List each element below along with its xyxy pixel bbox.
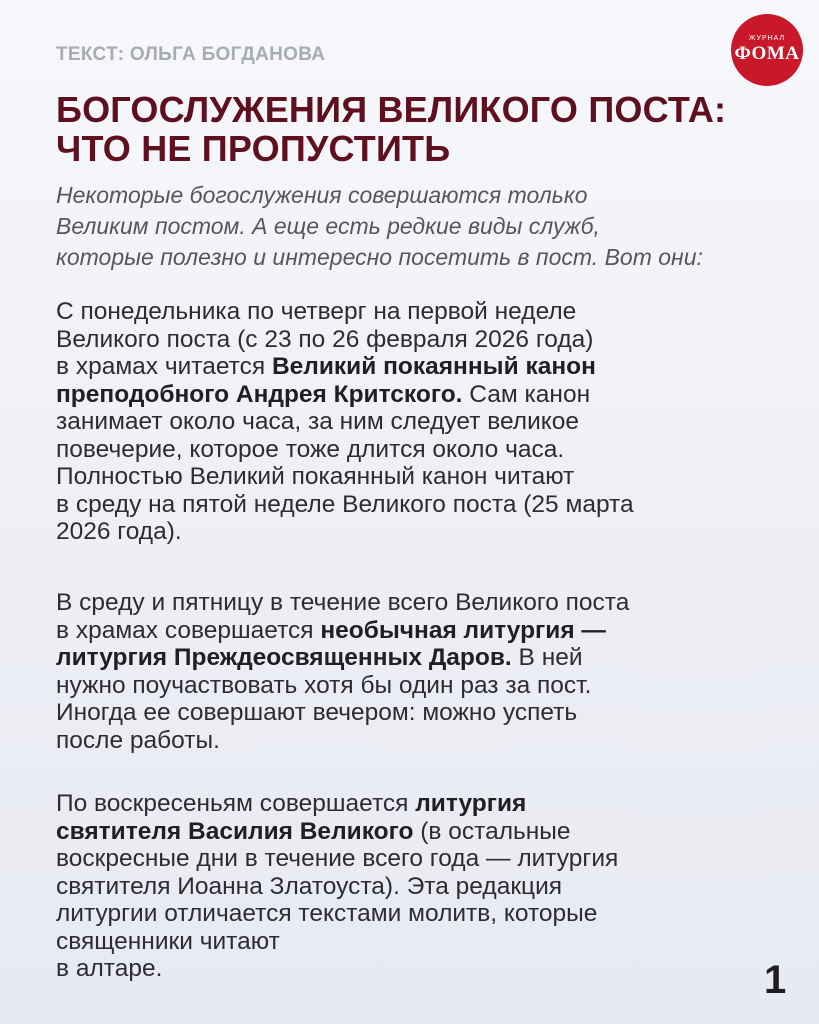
text-line: в среду на пятой неделе Великого поста (25 марта bbox=[56, 490, 634, 518]
title-line: ЧТО НЕ ПРОПУСТИТЬ bbox=[56, 128, 451, 169]
highlight-text: Великий покаянный канон bbox=[271, 353, 596, 380]
text-line bbox=[56, 790, 796, 818]
logo-caption: ЖУРНАЛ bbox=[748, 35, 786, 42]
logo-wordmark: ФОМА bbox=[734, 43, 800, 64]
text-span: В ней bbox=[511, 644, 583, 671]
highlight-text: необычная литургия — bbox=[320, 616, 606, 644]
text-line: в алтаре. bbox=[56, 955, 163, 982]
highlight-text: преподобного Андрея Критского. bbox=[56, 380, 463, 408]
text-line: священники читают bbox=[56, 927, 280, 955]
text-line: 2026 года). bbox=[56, 518, 182, 545]
text-line: С понедельника по четверг на первой неделе bbox=[56, 298, 577, 325]
paragraph-great-canon bbox=[56, 298, 796, 546]
text-line: Великого поста (с 23 по 26 февраля 2026 года) bbox=[56, 325, 594, 353]
paragraph-presanctified-liturgy bbox=[56, 589, 796, 754]
intro-line: Некоторые богослужения совершаются только bbox=[56, 182, 588, 208]
text-span: (в остальные bbox=[413, 817, 571, 845]
text-line: Иногда ее совершают вечером: можно успеть bbox=[56, 699, 578, 726]
text-line: занимает около часа, за ним следует великое bbox=[56, 408, 580, 435]
page-number: 1 bbox=[764, 958, 787, 1002]
foma-logo bbox=[731, 14, 803, 86]
highlight-text: святителя Василия Великого bbox=[56, 817, 414, 845]
text-span: Сам канон bbox=[462, 380, 591, 408]
text-line bbox=[56, 381, 796, 409]
text-line bbox=[56, 617, 796, 645]
intro-text bbox=[56, 180, 796, 273]
text-line bbox=[56, 353, 796, 381]
text-span: в храмах совершается bbox=[56, 616, 321, 644]
text-line: литургии отличается текстами молитв, которые bbox=[56, 900, 598, 927]
highlight-text: литургия bbox=[415, 790, 527, 817]
text-line bbox=[56, 818, 796, 846]
text-line: нужно поучаствовать хотя бы один раз за пост. bbox=[56, 671, 592, 699]
text-line: после работы. bbox=[56, 726, 220, 754]
intro-line: Великим постом. А еще есть редкие виды служб, bbox=[56, 213, 600, 239]
text-line: Полностью Великий покаянный канон читают bbox=[56, 463, 575, 490]
paragraph-basil-liturgy bbox=[56, 790, 796, 983]
text-span: в храмах читается bbox=[56, 353, 272, 380]
author-credit: ТЕКСТ: ОЛЬГА БОГДАНОВА bbox=[56, 44, 326, 65]
page-title bbox=[56, 90, 786, 168]
text-line bbox=[56, 644, 796, 672]
text-line: святителя Иоанна Златоуста). Эта редакция bbox=[56, 872, 563, 900]
intro-line: которые полезно и интересно посетить в пост. Вот они: bbox=[56, 244, 703, 270]
highlight-text: литургия Преждеосвященных Даров. bbox=[56, 644, 512, 671]
text-line: повечерие, которое тоже длится около часа. bbox=[56, 435, 565, 463]
title-line: БОГОСЛУЖЕНИЯ ВЕЛИКОГО ПОСТА: bbox=[56, 89, 727, 130]
text-span: По воскресеньям совершается bbox=[56, 790, 416, 817]
text-line: В среду и пятницу в течение всего Великого поста bbox=[56, 589, 630, 616]
text-line: воскресные дни в течение всего года — литургия bbox=[56, 845, 619, 872]
